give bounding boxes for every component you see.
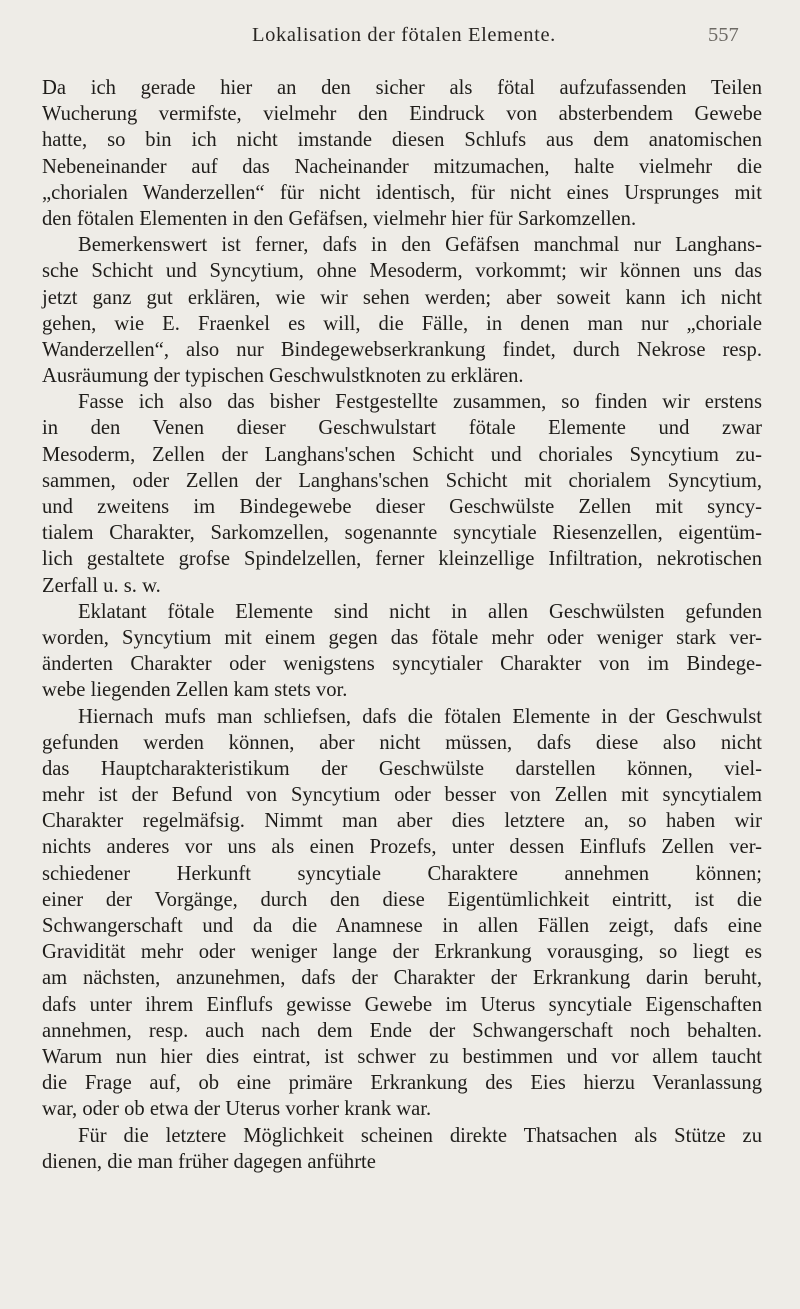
text-line: tialem Charakter, Sarkomzellen, sogenannte syncytiale Riesenzellen, eigentüm- — [42, 522, 762, 545]
text-line: sche Schicht und Syncytium, ohne Mesoderm, vorkommt; wir können uns das — [42, 260, 762, 283]
text-line: Hiernach mufs man schliefsen, dafs die fötalen Elemente in der Geschwulst — [78, 705, 762, 728]
text-line: die Frage auf, ob eine primäre Erkrankung des Eies hierzu Veranlassung — [42, 1072, 762, 1095]
text-line: worden, Syncytium mit einem gegen das fötale mehr oder weniger stark ver- — [42, 626, 762, 649]
text-line: und zweitens im Bindegewebe dieser Geschwülste Zellen mit syncy- — [42, 496, 762, 518]
text-line: Ausräumung der typischen Geschwulstknoten zu erklären. — [42, 365, 524, 388]
text-line: nichts anderes vor uns als einen Prozefs, unter dessen Einflufs Zellen ver- — [42, 836, 762, 859]
text-line: Warum nun hier dies eintrat, ist schwer zu bestimmen und vor allem taucht — [42, 1045, 762, 1068]
text-line: Mesoderm, Zellen der Langhans'schen Schicht und choriales Syncytium zu- — [42, 443, 762, 466]
text-line: Da ich gerade hier an den sicher als fötal aufzufassenden Teilen — [42, 77, 762, 99]
running-head — [0, 14, 800, 50]
text-line: änderten Charakter oder wenigstens syncytialer Charakter von im Bindege- — [42, 653, 762, 676]
text-line: annehmen, resp. auch nach dem Ende der Schwangerschaft noch behalten. — [42, 1019, 762, 1042]
text-line: Fasse ich also das bisher Festgestellte zusammen, so finden wir erstens — [78, 391, 762, 414]
text-line: lich gestaltete grofse Spindelzellen, ferner kleinzellige Infiltration, nekrotischen — [42, 548, 762, 571]
text-line: dafs unter ihrem Einflufs gewisse Gewebe im Uterus syncytiale Eigenschaften — [42, 993, 762, 1016]
text-line: schiedener Herkunft syncytiale Charaktere annehmen können; — [42, 862, 762, 885]
text-line: Bemerkenswert ist ferner, dafs in den Gefäfsen manchmal nur Langhans- — [78, 234, 762, 257]
text-line: am nächsten, anzunehmen, dafs der Charakter der Erkrankung darin beruht, — [42, 967, 762, 990]
text-line: „chorialen Wanderzellen“ für nicht identisch, für nicht eines Ursprunges mit — [42, 181, 762, 204]
running-title: Lokalisation der fötalen Elemente. — [252, 24, 556, 46]
text-line: Für die letztere Möglichkeit scheinen direkte Thatsachen als Stütze zu — [78, 1124, 762, 1147]
text-line: jetzt ganz gut erklären, wie wir sehen werden; aber soweit kann ich nicht — [42, 286, 762, 309]
text-line: war, oder ob etwa der Uterus vorher krank war. — [42, 1098, 432, 1121]
text-line: einer der Vorgänge, durch den diese Eigentümlichkeit eintritt, ist die — [42, 888, 762, 911]
text-line: Charakter regelmäfsig. Nimmt man aber dies letztere an, so haben wir — [42, 810, 762, 833]
text-line: gehen, wie E. Fraenkel es will, die Fälle, in denen man nur „choriale — [42, 312, 762, 335]
text-line: hatte, so bin ich nicht imstande diesen Schlufs aus dem anatomischen — [42, 129, 762, 152]
text-line: Gravidität mehr oder weniger lange der Erkrankung vorausging, so liegt es — [42, 941, 762, 964]
text-line: dienen, die man früher dagegen anführte — [42, 1150, 376, 1173]
text-line: gefunden werden können, aber nicht müssen, dafs diese also nicht — [42, 731, 762, 754]
body-text — [42, 75, 762, 1175]
text-line: Wanderzellen“, also nur Bindegewebserkrankung findet, durch Nekrose resp. — [42, 338, 762, 361]
text-line: Wucherung vermifste, vielmehr den Eindruck von absterbendem Gewebe — [42, 103, 762, 126]
text-line: das Hauptcharakteristikum der Geschwülste darstellen können, viel- — [42, 757, 762, 780]
text-line: in den Venen dieser Geschwulstart fötale Elemente und zwar — [42, 417, 762, 440]
text-line: sammen, oder Zellen der Langhans'schen Schicht mit chorialem Syncytium, — [42, 469, 762, 492]
page-number: 557 — [708, 24, 739, 46]
text-line: webe liegenden Zellen kam stets vor. — [42, 679, 348, 702]
text-line: Nebeneinander auf das Nacheinander mitzumachen, halte vielmehr die — [42, 155, 762, 178]
text-line: mehr ist der Befund von Syncytium oder besser von Zellen mit syncytialem — [42, 784, 762, 807]
text-line: Schwangerschaft und da die Anamnese in allen Fällen zeigt, dafs eine — [42, 915, 762, 937]
text-line: den fötalen Elementen in den Gefäfsen, vielmehr hier für Sarkomzellen. — [42, 207, 637, 230]
text-line: Eklatant fötale Elemente sind nicht in allen Geschwülsten gefunden — [78, 600, 762, 623]
text-line: Zerfall u. s. w. — [42, 574, 161, 597]
